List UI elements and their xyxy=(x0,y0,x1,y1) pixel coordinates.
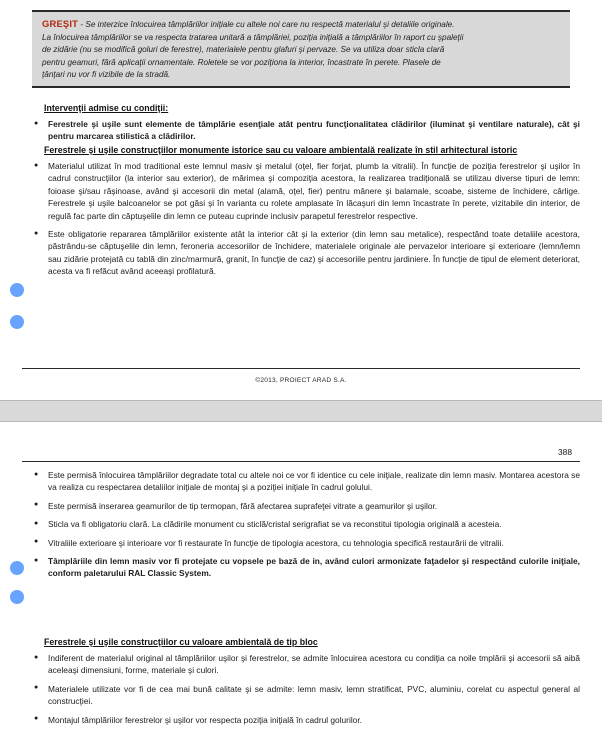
warning-line-2: de zidărie (nu se modifică goluri de ferestre), materialele pentru glafuri şi pervaze. Se va utiliza doar sticla clară xyxy=(42,45,445,55)
warning-lead-label: GREŞIT xyxy=(42,18,79,29)
warning-line-1: La înlocuirea tâmplăriilor se va respecta tratarea unitară a tâmplăriei, poziţia iniţială a tâmplăriilor în raport cu şpaleţii xyxy=(42,32,464,42)
page2-header-rule xyxy=(22,461,580,462)
list-item: ● Este obligatorie repararea tâmplăriilor existente atât la interior cât şi la exterior (din lemn sau metalice), respectând toate detaliile acestora, păstrându-se căptuşelile din lemn, feroneria accesoriilor de închidere, materialele originale ale pervazelor interioare şi exterioare (lemn/lemn sau zidărie protejată cu tablă din zinc/marmură, granit, în funcţie de caz) şi accesoriile pentru jardiniere. În funcţie de tipul de element deteriorat, acesta va fi refăcut având aceeaşi profilatură. xyxy=(22,228,580,278)
warning-line-0: - Se interzice înlocuirea tâmplăriilor iniţiale cu altele noi care nu respectă materialul şi detaliile originale. xyxy=(78,20,455,29)
list-item: ● Montajul tâmplăriilor ferestrelor şi uşilor vor respecta poziţia iniţială în cadrul golurilor. xyxy=(22,714,580,726)
list-item: ● Ferestrele şi uşile sunt elemente de tâmplărie esenţiale atât pentru funcţionalitatea clădirilor (iluminat şi ventilare naturale), cât şi pentru marcarea stilistică a clădirilor. xyxy=(22,118,580,143)
list-item: ● Materialele utilizate vor fi de cea mai bună calitate şi se admite: lemn masiv, lemn stratificat, PVC, aluminiu, corelat cu aspectul general al construcţiei. xyxy=(22,683,580,708)
page2-bullet-list xyxy=(22,469,580,580)
annotation-dot-icon xyxy=(10,590,24,604)
footer-rule xyxy=(22,368,580,369)
list-item: ● Sticla va fi obligatoriu clară. La clădirile monument cu sticlă/cristal serigrafiat se va reconstitui tipologia originală a acesteia. xyxy=(22,518,580,530)
list-item: ● Materialul utilizat în mod traditional este lemnul masiv şi metalul (oţel, fier forjat, plumb la vitralii). În funcţie de poziţia ferestrelor şi uşilor în cadrul construcţiilor (la interior sau exterior), de mărimea şi compoziţia acestora, la realizarea tradiţională se utilizau diverse tipuri de lemn: foioase şi/sau răşinoase, având şi accesorii din metal (alamă, oţel, fier) pentru mânere şi balamale, scoabe, sisteme de închidere, cârlige. Ferestrele şi uşile balcoanelor se pot găsi şi în varianta cu rolete amplasate în lăcaşuri din lemn încastrate în perete, vizitabile din interior, de regulă fac parte din căptuşelile din lemn ce puteau cuprinde inclusiv parapetul ferestrelor respective. xyxy=(22,160,580,222)
annotation-dot-icon xyxy=(10,283,24,297)
section-conditions-heading: Intervenţii admise cu condiţii: xyxy=(44,103,169,113)
section-page2-bloc xyxy=(22,636,580,732)
list-item: ● Este permisă inserarea geamurilor de tip termopan, fără afectarea suprafeţei vitrate a geamurilor şi uşilor. xyxy=(22,500,580,512)
section-bloc-list xyxy=(22,652,580,726)
list-item: ● Este permisă înlocuirea tâmplăriilor degradate total cu altele noi ce vor fi identice cu cele iniţiale, realizate din lemn masiv. Montarea acestora se va realiza cu respectarea detaliilor iniţiale de montaj şi a poziţiei iniţiale în cadrul golului. xyxy=(22,469,580,494)
section-conditions xyxy=(22,102,580,149)
warning-block xyxy=(32,10,570,88)
section-conditions-list xyxy=(22,118,580,143)
section-historic-list xyxy=(22,160,580,278)
copyright-text: ©2013, PROIECT ARAD S.A. xyxy=(255,377,347,384)
list-item: ● Vitraliile exterioare şi interioare vor fi restaurate în funcţie de tipologia acestora, cu tehnologia specifică restaurării de vitralii. xyxy=(22,537,580,549)
section-bloc-heading: Ferestrele şi uşile construcţiilor cu valoare ambientală de tip bloc xyxy=(44,637,318,647)
warning-line-3: pentru geamuri, fără aplicaţii ornamentale. Roletele se vor poziţiona la interior, încastrate în perete. Plasele de xyxy=(42,57,441,67)
page-separator-line-bottom xyxy=(0,421,602,422)
warning-line-4: ţânţari nu vor fi vizibile de la stradă. xyxy=(42,70,171,80)
section-page2-list xyxy=(22,469,580,586)
annotation-dot-icon xyxy=(10,315,24,329)
page-number: 388 xyxy=(558,447,572,457)
section-historic xyxy=(22,144,580,284)
section-historic-heading: Ferestrele şi uşile construcţiilor monumente istorice sau cu valoare ambientală realizate în stil arhitectural istoric xyxy=(44,145,518,155)
warning-text xyxy=(42,18,562,82)
list-item: ● Tâmplăriile din lemn masiv vor fi protejate cu vopsele pe bază de in, având culori armonizate faţadelor şi respectând culorile iniţiale, conform paletarului RAL Classic System. xyxy=(22,555,580,580)
page-separator-line-top xyxy=(0,400,602,401)
page-separator xyxy=(0,400,602,422)
list-item: ● Indiferent de materialul original al tâmplăriilor uşilor şi ferestrelor, se admite înlocuirea acestora cu condiţia ca noile tmplării şi accesorii să aibă aceleaşi dimensiuni, forme, materiale şi culori. xyxy=(22,652,580,677)
annotation-dot-icon xyxy=(10,561,24,575)
